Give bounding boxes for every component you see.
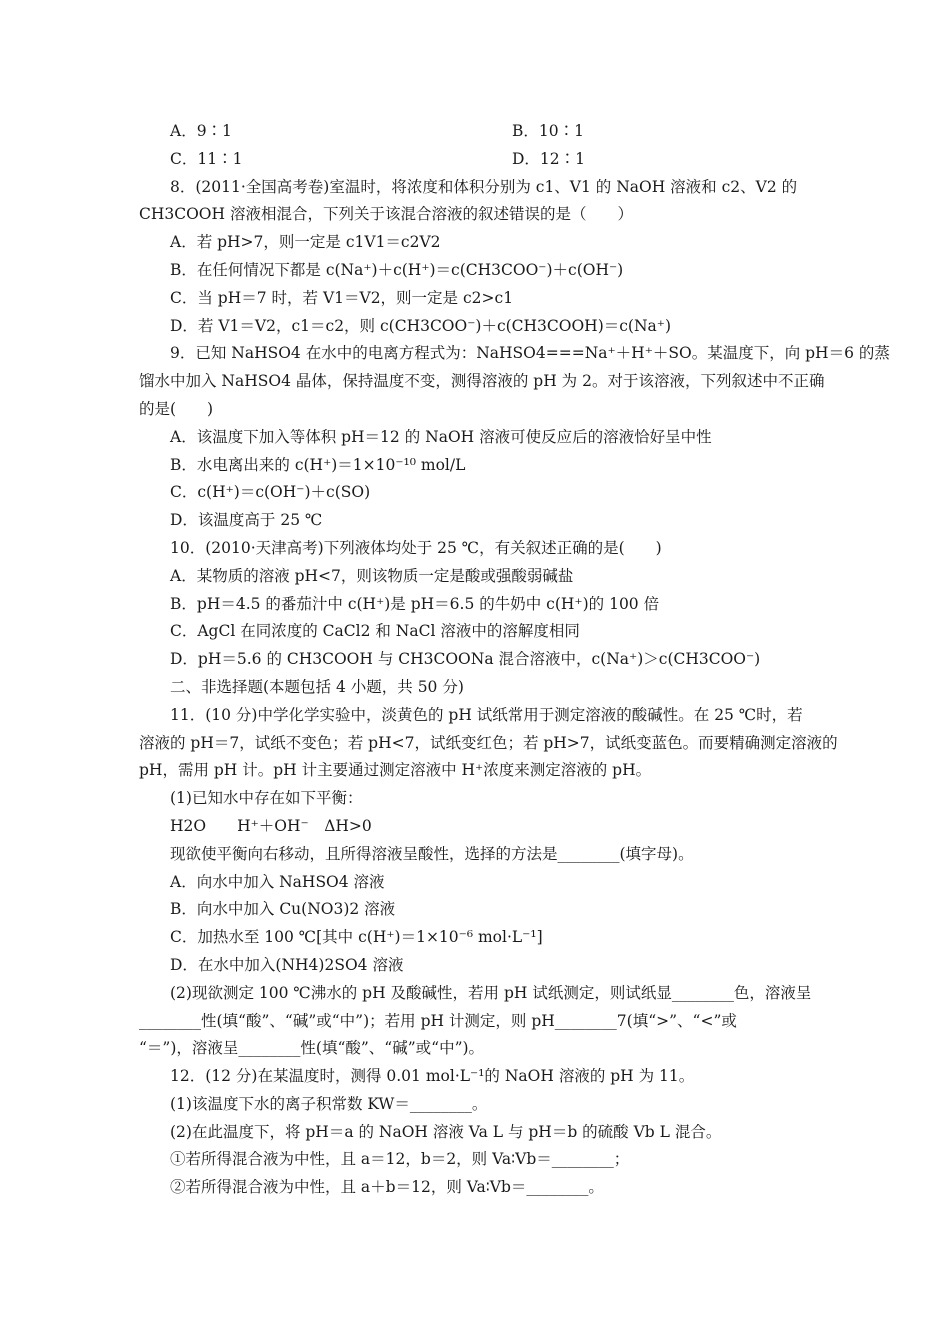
q11-part1: (1)已知水中存在如下平衡： <box>170 789 363 808</box>
q9-stem-line2: 馏水中加入 NaHSO4 晶体，保持温度不变，测得溶液的 pH 为 2。对于该溶液，下列叙述中不正确 <box>139 372 825 391</box>
q11-part2-line1: (2)现欲测定 100 ℃沸水的 pH 及酸碱性，若用 pH 试纸测定，则试纸显________色，溶液呈 <box>170 983 812 1002</box>
q12-part2-sub2: ②若所得混合液为中性，且 a＋b＝12，则 Va∶Vb＝________。 <box>170 1178 604 1197</box>
q12-stem: 12．(12 分)在某温度时，测得 0.01 mol·L⁻¹的 NaOH 溶液的 pH 为 11。 <box>170 1067 695 1086</box>
q9-option-d: D．该温度高于 25 ℃ <box>170 511 323 530</box>
q12-part2-sub1: ①若所得混合液为中性，且 a＝12，b＝2，则 Va∶Vb＝________； <box>170 1150 630 1169</box>
q9-stem-line1: 9．已知 NaHSO4 在水中的电离方程式为：NaHSO4===Na⁺＋H⁺＋SO。某温度下，向 pH＝6 的蒸 <box>170 344 890 363</box>
q11-part2-line2: ________性(填“酸”、“碱”或“中”)；若用 pH 计测定，则 pH________7(填“>”、“<”或 <box>139 1011 737 1030</box>
option-d: D．12∶1 <box>512 149 586 168</box>
q12-part2: (2)在此温度下，将 pH＝a 的 NaOH 溶液 Va L 与 pH＝b 的硫酸 Vb L 混合。 <box>170 1122 722 1141</box>
q10-stem: 10．(2010·天津高考)下列液体均处于 25 ℃，有关叙述正确的是( ) <box>170 538 662 557</box>
q11-equilibrium: H2O H⁺＋OH⁻ ΔH>0 <box>170 816 372 835</box>
document-page <box>139 118 890 1202</box>
q8-option-b: B．在任何情况下都是 c(Na⁺)＋c(H⁺)＝c(CH3COO⁻)＋c(OH⁻) <box>170 260 624 279</box>
q10-option-d: D．pH＝5.6 的 CH3COOH 与 CH3COONa 混合溶液中，c(Na⁺)＞c(CH3COO⁻) <box>170 650 761 669</box>
option-b: B．10∶1 <box>512 122 584 140</box>
q11-option-a: A．向水中加入 NaHSO4 溶液 <box>170 872 385 891</box>
options-row-cd <box>139 146 819 174</box>
q9-option-a: A．该温度下加入等体积 pH＝12 的 NaOH 溶液可使反应后的溶液恰好呈中性 <box>170 427 712 446</box>
options-row-ab <box>139 118 819 146</box>
q8-stem-line2: CH3COOH 溶液相混合，下列关于该混合溶液的叙述错误的是（ ） <box>139 205 633 224</box>
q8-option-d: D．若 V1＝V2，c1＝c2，则 c(CH3COO⁻)＋c(CH3COOH)＝c(Na⁺) <box>170 316 672 335</box>
option-a: A．9∶1 <box>170 122 232 140</box>
q10-option-b: B．pH＝4.5 的番茄汁中 c(H⁺)是 pH＝6.5 的牛奶中 c(H⁺)的 100 倍 <box>170 594 660 613</box>
q11-stem-line2: 溶液的 pH＝7，试纸不变色；若 pH<7，试纸变红色；若 pH>7，试纸变蓝色。而要精确测定溶液的 <box>139 733 838 752</box>
q11-part2-line3: “＝”)，溶液呈________性(填“酸”、“碱”或“中”)。 <box>139 1039 485 1058</box>
q11-stem-line1: 11．(10 分)中学化学实验中，淡黄色的 pH 试纸常用于测定溶液的酸碱性。在 25 ℃时，若 <box>170 705 803 724</box>
q8-stem-line1: 8．(2011·全国高考卷)室温时，将浓度和体积分别为 c1、V1 的 NaOH 溶液和 c2、V2 的 <box>170 177 798 196</box>
q11-part1-question: 现欲使平衡向右移动，且所得溶液呈酸性，选择的方法是________(填字母)。 <box>170 844 694 863</box>
q9-stem-line3: 的是( ) <box>139 399 214 418</box>
q8-option-c: C．当 pH＝7 时，若 V1＝V2，则一定是 c2>c1 <box>170 288 514 307</box>
q11-option-b: B．向水中加入 Cu(NO3)2 溶液 <box>170 900 396 919</box>
option-c: C．11∶1 <box>170 149 243 168</box>
q11-option-c: C．加热水至 100 ℃[其中 c(H⁺)＝1×10⁻⁶ mol·L⁻¹] <box>170 928 543 947</box>
q10-option-c: C．AgCl 在同浓度的 CaCl2 和 NaCl 溶液中的溶解度相同 <box>170 622 580 641</box>
q10-option-a: A．某物质的溶液 pH<7，则该物质一定是酸或强酸弱碱盐 <box>170 566 574 585</box>
q12-part1: (1)该温度下水的离子积常数 KW＝________。 <box>170 1094 488 1113</box>
q11-stem-line3: pH，需用 pH 计。pH 计主要通过测定溶液中 H⁺浓度来测定溶液的 pH。 <box>139 761 652 780</box>
section-heading: 二、非选择题(本题包括 4 小题，共 50 分) <box>170 677 464 696</box>
q9-option-c: C．c(H⁺)＝c(OH⁻)＋c(SO) <box>170 483 371 502</box>
q11-option-d: D．在水中加入(NH4)2SO4 溶液 <box>170 955 404 974</box>
q9-option-b: B．水电离出来的 c(H⁺)＝1×10⁻¹⁰ mol/L <box>170 455 466 474</box>
q8-option-a: A．若 pH>7，则一定是 c1V1＝c2V2 <box>170 233 441 252</box>
